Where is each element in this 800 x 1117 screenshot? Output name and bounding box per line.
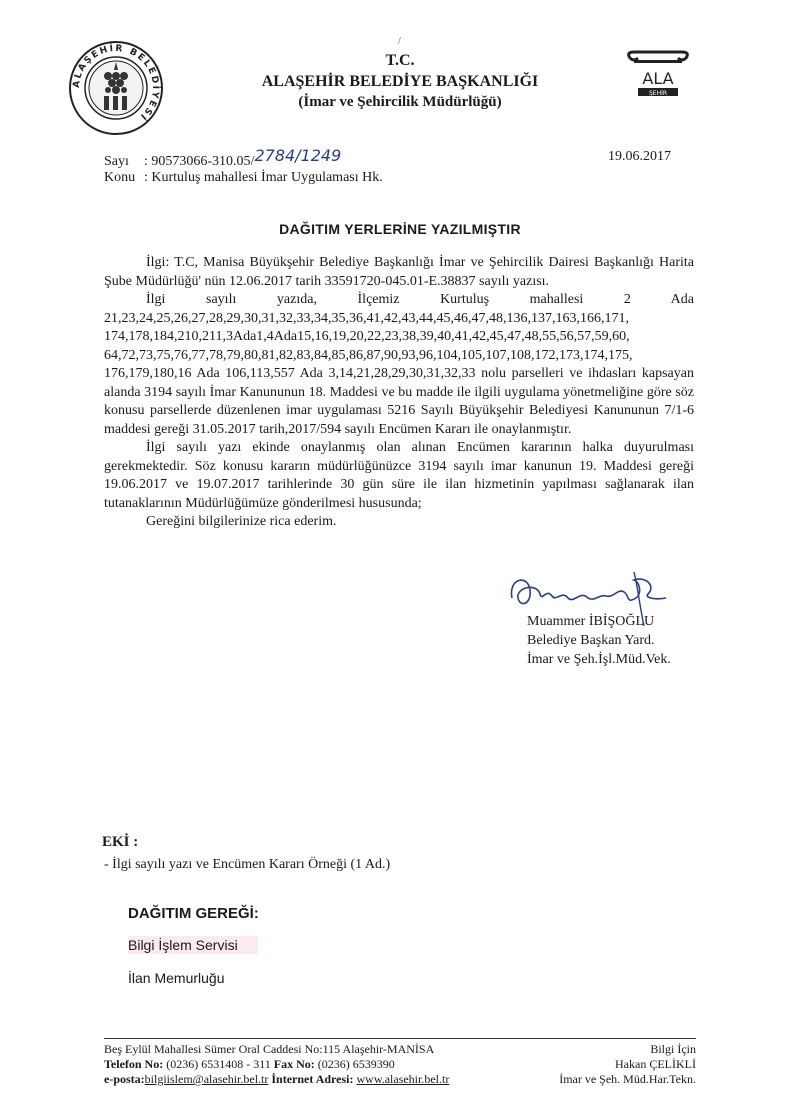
footer-web-line (104, 1072, 449, 1087)
city-logo (622, 48, 694, 104)
seal-text: ALAŞEHİR BELEDİYESİ (71, 43, 161, 123)
fax-label: Fax No: (273, 1057, 315, 1071)
body-paragraph-1: İlgi: T.C, Manisa Büyükşehir Belediye Başkanlığı İmar ve Şehircilik Dairesi Başkanlığı Harita Şube Müdürlüğü' nün 12.06.2017 tarih 33591720-045.01-E.38837 sayılı yazısı. (104, 255, 694, 289)
web-label: İnternet Adresi: (271, 1072, 354, 1086)
header-tc: T.C. (385, 52, 415, 69)
letter-body (104, 254, 694, 532)
header-department: (İmar ve Şehircilik Müdürlüğü) (298, 94, 502, 110)
email-link[interactable]: bilgiislem@alasehir.bel.tr (144, 1072, 269, 1086)
distribution-heading: DAĞITIM GEREĞİ: (128, 905, 259, 922)
logo-text: ALA (642, 69, 674, 88)
sayi-value: : 90573066-310.05/ (144, 154, 255, 169)
sayi-label: Sayı (104, 154, 129, 169)
municipality-seal (68, 40, 164, 136)
signatory-block (527, 612, 671, 669)
konu-value: : Kurtuluş mahallesi İmar Uygulaması Hk. (144, 170, 383, 185)
body-paragraph-3: İlgi sayılı yazı ekinde onaylanmış olan alınan Encümen kararının halka duyurulması gerekmektedir. Söz konusu kararın müdürlüğünüzce 3194 sayılı imar kanunun 19. Maddesi gereği 19.06.2017 ve 19.07.2017 tarihlerinde 30 gün süre ile ilan hizmetinin yapılması sağlanarak ilan tutanaklarının Müdürlüğümüze gönderilmesi hususunda; (104, 440, 694, 511)
footer-contact (104, 1042, 449, 1087)
signatory-title-1: Belediye Başkan Yard. (527, 633, 655, 648)
email-label: e-posta: (104, 1072, 145, 1086)
website-link[interactable]: www.alasehir.bel.tr (356, 1072, 450, 1086)
fax-value: (0236) 6539390 (317, 1057, 395, 1071)
phone-value: (0236) 6531408 - 311 (166, 1057, 271, 1071)
signatory-title-2: İmar ve Şeh.İşl.Müd.Vek. (527, 652, 671, 667)
footer-phone-line (104, 1057, 449, 1072)
subject-line (104, 170, 383, 186)
stray-mark: / (398, 36, 401, 47)
konu-label: Konu (104, 170, 136, 185)
signatory-name: Muammer İBİŞOĞLU (527, 614, 655, 629)
distribution-title: DAĞITIM YERLERİNE YAZILMIŞTIR (279, 221, 521, 237)
footer-info-title: İmar ve Şeh. Müd.Har.Tekn. (559, 1072, 696, 1086)
document-date: 19.06.2017 (608, 149, 671, 164)
distribution-item-bilgi-islem: Bilgi İşlem Servisi (128, 936, 258, 954)
attachment-item: - İlgi sayılı yazı ve Encümen Kararı Örneği (1 Ad.) (104, 857, 391, 872)
distribution-item-ilan-memurlugu: İlan Memurluğu (128, 970, 225, 986)
logo-subtext: ŞEHİR (648, 90, 668, 97)
body-paragraph-4: Gereğini bilgilerinize rica ederim. (146, 514, 337, 529)
body-paragraph-2: İlgi sayılı yazıda, İlçemiz Kurtuluş mahallesi 2 Ada 21,23,24,25,26,27,28,29,30,31,32,33,34,35,36,41,42,43,44,45,46,47,48,136,137,163,166,171, 174,178,184,210,211,3Ada1,4Ada15,16,19,20,22,23,38,39,40,41,42,45,47,48,55,56,57,59,60, 64,72,73,75,76,77,78,79,80,81,82,83,84,85,86,87,90,93,96,104,105,107,108,172,173,174,175, 176,179,180,16 Ada 106,113,557 Ada 3,14,21,28,29,30,31,32,33 nolu parselleri ve ihdasları kapsayan alanda 3194 sayılı İmar Kanununun 18. Maddesi ve bu madde ile ilgili uygulama yönetmeliğine göre söz konusu parsellerde düzenlenen imar uygulaması 5216 Sayılı Büyükşehir Belediyesi Kanununun 7/1-6 maddesi gereği 31.05.2017 tarih,2017/594 sayılı Encümen Kararı ile onaylanmıştır. (104, 292, 694, 437)
attachments-heading: EKİ : (102, 834, 139, 850)
header-institution: ALAŞEHİR BELEDİYE BAŞKANLIĞI (261, 73, 539, 90)
footer-info-contact (500, 1042, 696, 1087)
footer-divider (104, 1038, 696, 1039)
footer-info-name: Hakan ÇELİKLİ (615, 1057, 696, 1071)
phone-label: Telefon No: (104, 1057, 164, 1071)
footer-info-label: Bilgi İçin (650, 1042, 696, 1056)
sayi-handwritten: 2784/1249 (254, 146, 342, 165)
reference-number-line (104, 146, 342, 170)
footer-address: Beş Eylül Mahallesi Sümer Oral Caddesi No:115 Alaşehir-MANİSA (104, 1042, 435, 1056)
